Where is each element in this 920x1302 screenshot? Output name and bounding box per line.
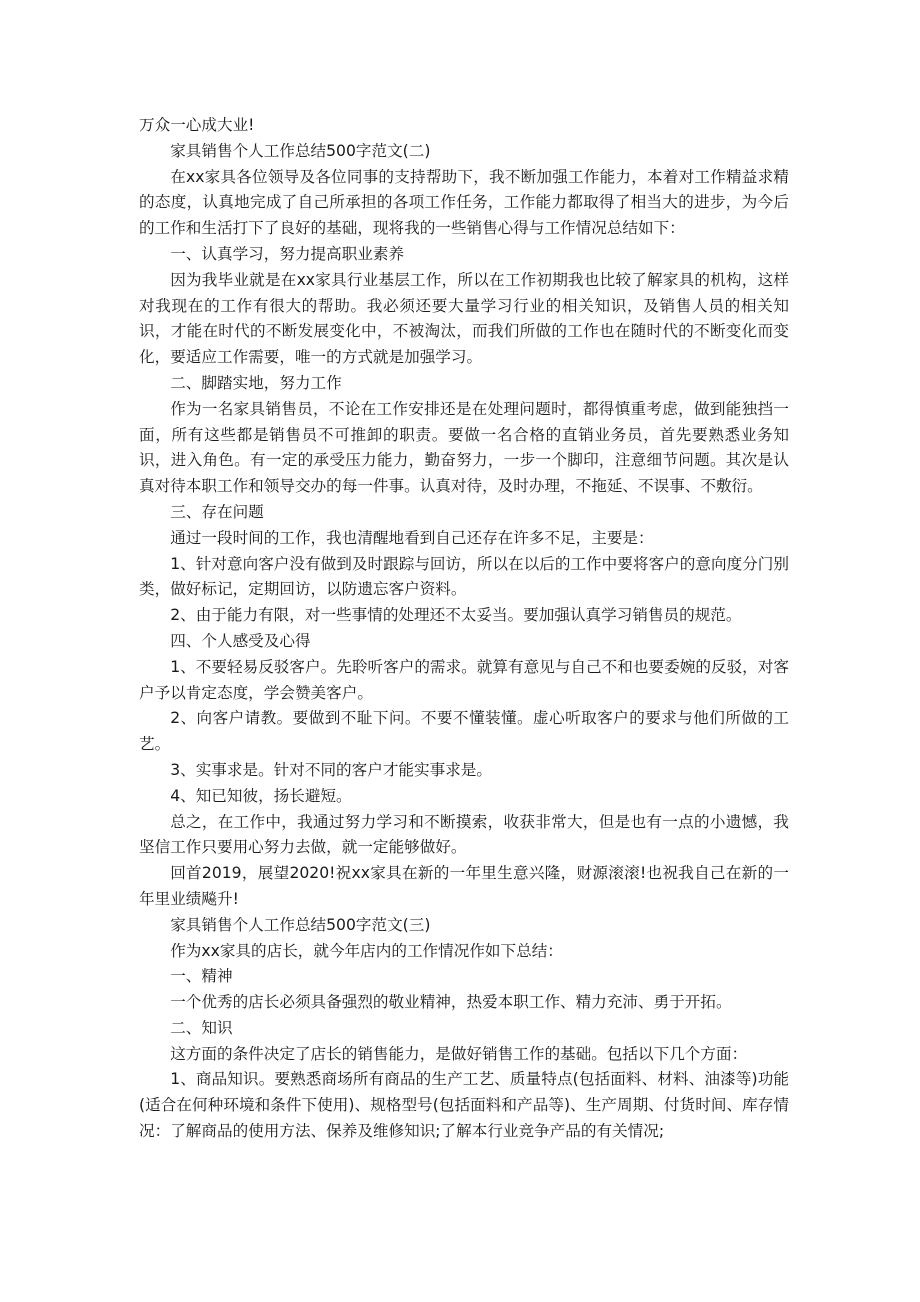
paragraph: 因为我毕业就是在xx家具行业基层工作，所以在工作初期我也比较了解家具的机构，这样对我现在的工作有很大的帮助。我必须还要大量学习行业的相关知识，及销售人员的相关知识，才能在时代的不断发展变化中，不被淘汰，而我们所做的工作也在随时代的不断变化而变化，要适应工作需要，唯一的方式就是加强学习。 — [139, 270, 789, 367]
document-body — [139, 113, 789, 1145]
paragraph: 四、个人感受及心得 — [170, 631, 311, 650]
paragraph: 3、实事求是。针对不同的客户才能实事求是。 — [170, 760, 492, 779]
paragraph: 三、存在问题 — [170, 502, 264, 521]
paragraph: 一、认真学习，努力提高职业素养 — [170, 244, 405, 263]
paragraph: 二、知识 — [170, 1018, 233, 1037]
paragraph: 万众一心成大业! — [139, 116, 255, 134]
paragraph: 一个优秀的店长必须具备强烈的敬业精神，热爱本职工作、精力充沛、勇于开拓。 — [170, 993, 732, 1012]
paragraph: 这方面的条件决定了店长的销售能力，是做好销售工作的基础。包括以下几个方面： — [170, 1044, 748, 1063]
paragraph: 4、知已知彼，扬长避短。 — [170, 786, 352, 805]
paragraph: 回首2019，展望2020!祝xx家具在新的一年里生意兴隆，财源滚滚!也祝我自己在新的一年里业绩飚升! — [139, 864, 789, 908]
paragraph: 1、针对意向客户没有做到及时跟踪与回访，所以在以后的工作中要将客户的意向度分门别类，做好标记，定期回访，以防遗忘客户资料。 — [139, 554, 789, 599]
paragraph: 作为一名家具销售员，不论在工作安排还是在处理问题时，都得慎重考虑，做到能独挡一面，所有这些都是销售员不可推卸的职责。要做一名合格的直销业务员，首先要熟悉业务知识，进入角色。有一定的承受压力能力，勤奋努力，一步一个脚印，注意细节问题。其次是认真对待本职工作和领导交办的每一件事。认真对待，及时办理，不拖延、不误事、不敷衍。 — [139, 399, 789, 496]
paragraph: 家具销售个人工作总结500字范文(二) — [170, 141, 431, 160]
paragraph: 通过一段时间的工作，我也清醒地看到自己还存在许多不足，主要是： — [170, 528, 654, 547]
paragraph: 2、由于能力有限，对一些事情的处理还不太妥当。要加强认真学习销售员的规范。 — [170, 606, 742, 625]
paragraph: 2、向客户请教。要做到不耻下问。不要不懂装懂。虚心听取客户的要求与他们所做的工艺。 — [139, 709, 789, 754]
paragraph: 作为xx家具的店长，就今年店内的工作情况作如下总结： — [170, 941, 563, 960]
paragraph: 二、脚踏实地，努力工作 — [170, 373, 342, 392]
paragraph: 总之，在工作中，我通过努力学习和不断摸索，收获非常大，但是也有一点的小遗憾，我坚信工作只要用心努力去做，就一定能够做好。 — [139, 812, 789, 857]
paragraph: 在xx家具各位领导及各位同事的支持帮助下，我不断加强工作能力，本着对工作精益求精的态度，认真地完成了自己所承担的各项工作任务，工作能力都取得了相当大的进步，为今后的工作和生活打下了良好的基础，现将我的一些销售心得与工作情况总结如下： — [139, 167, 789, 238]
paragraph: 一、精神 — [170, 967, 233, 986]
paragraph: 1、商品知识。要熟悉商场所有商品的生产工艺、质量特点(包括面料、材料、油漆等)功能(适合在何种环境和条件下使用)、规格型号(包括面料和产品等)、生产周期、付货时间、库存情况：了解商品的使用方法、保养及维修知识;了解本行业竞争产品的有关情况; — [139, 1070, 789, 1141]
paragraph: 1、不要轻易反驳客户。先聆听客户的需求。就算有意见与自己不和也要委婉的反驳，对客户予以肯定态度，学会赞美客户。 — [139, 657, 789, 702]
paragraph: 家具销售个人工作总结500字范文(三) — [170, 915, 431, 934]
